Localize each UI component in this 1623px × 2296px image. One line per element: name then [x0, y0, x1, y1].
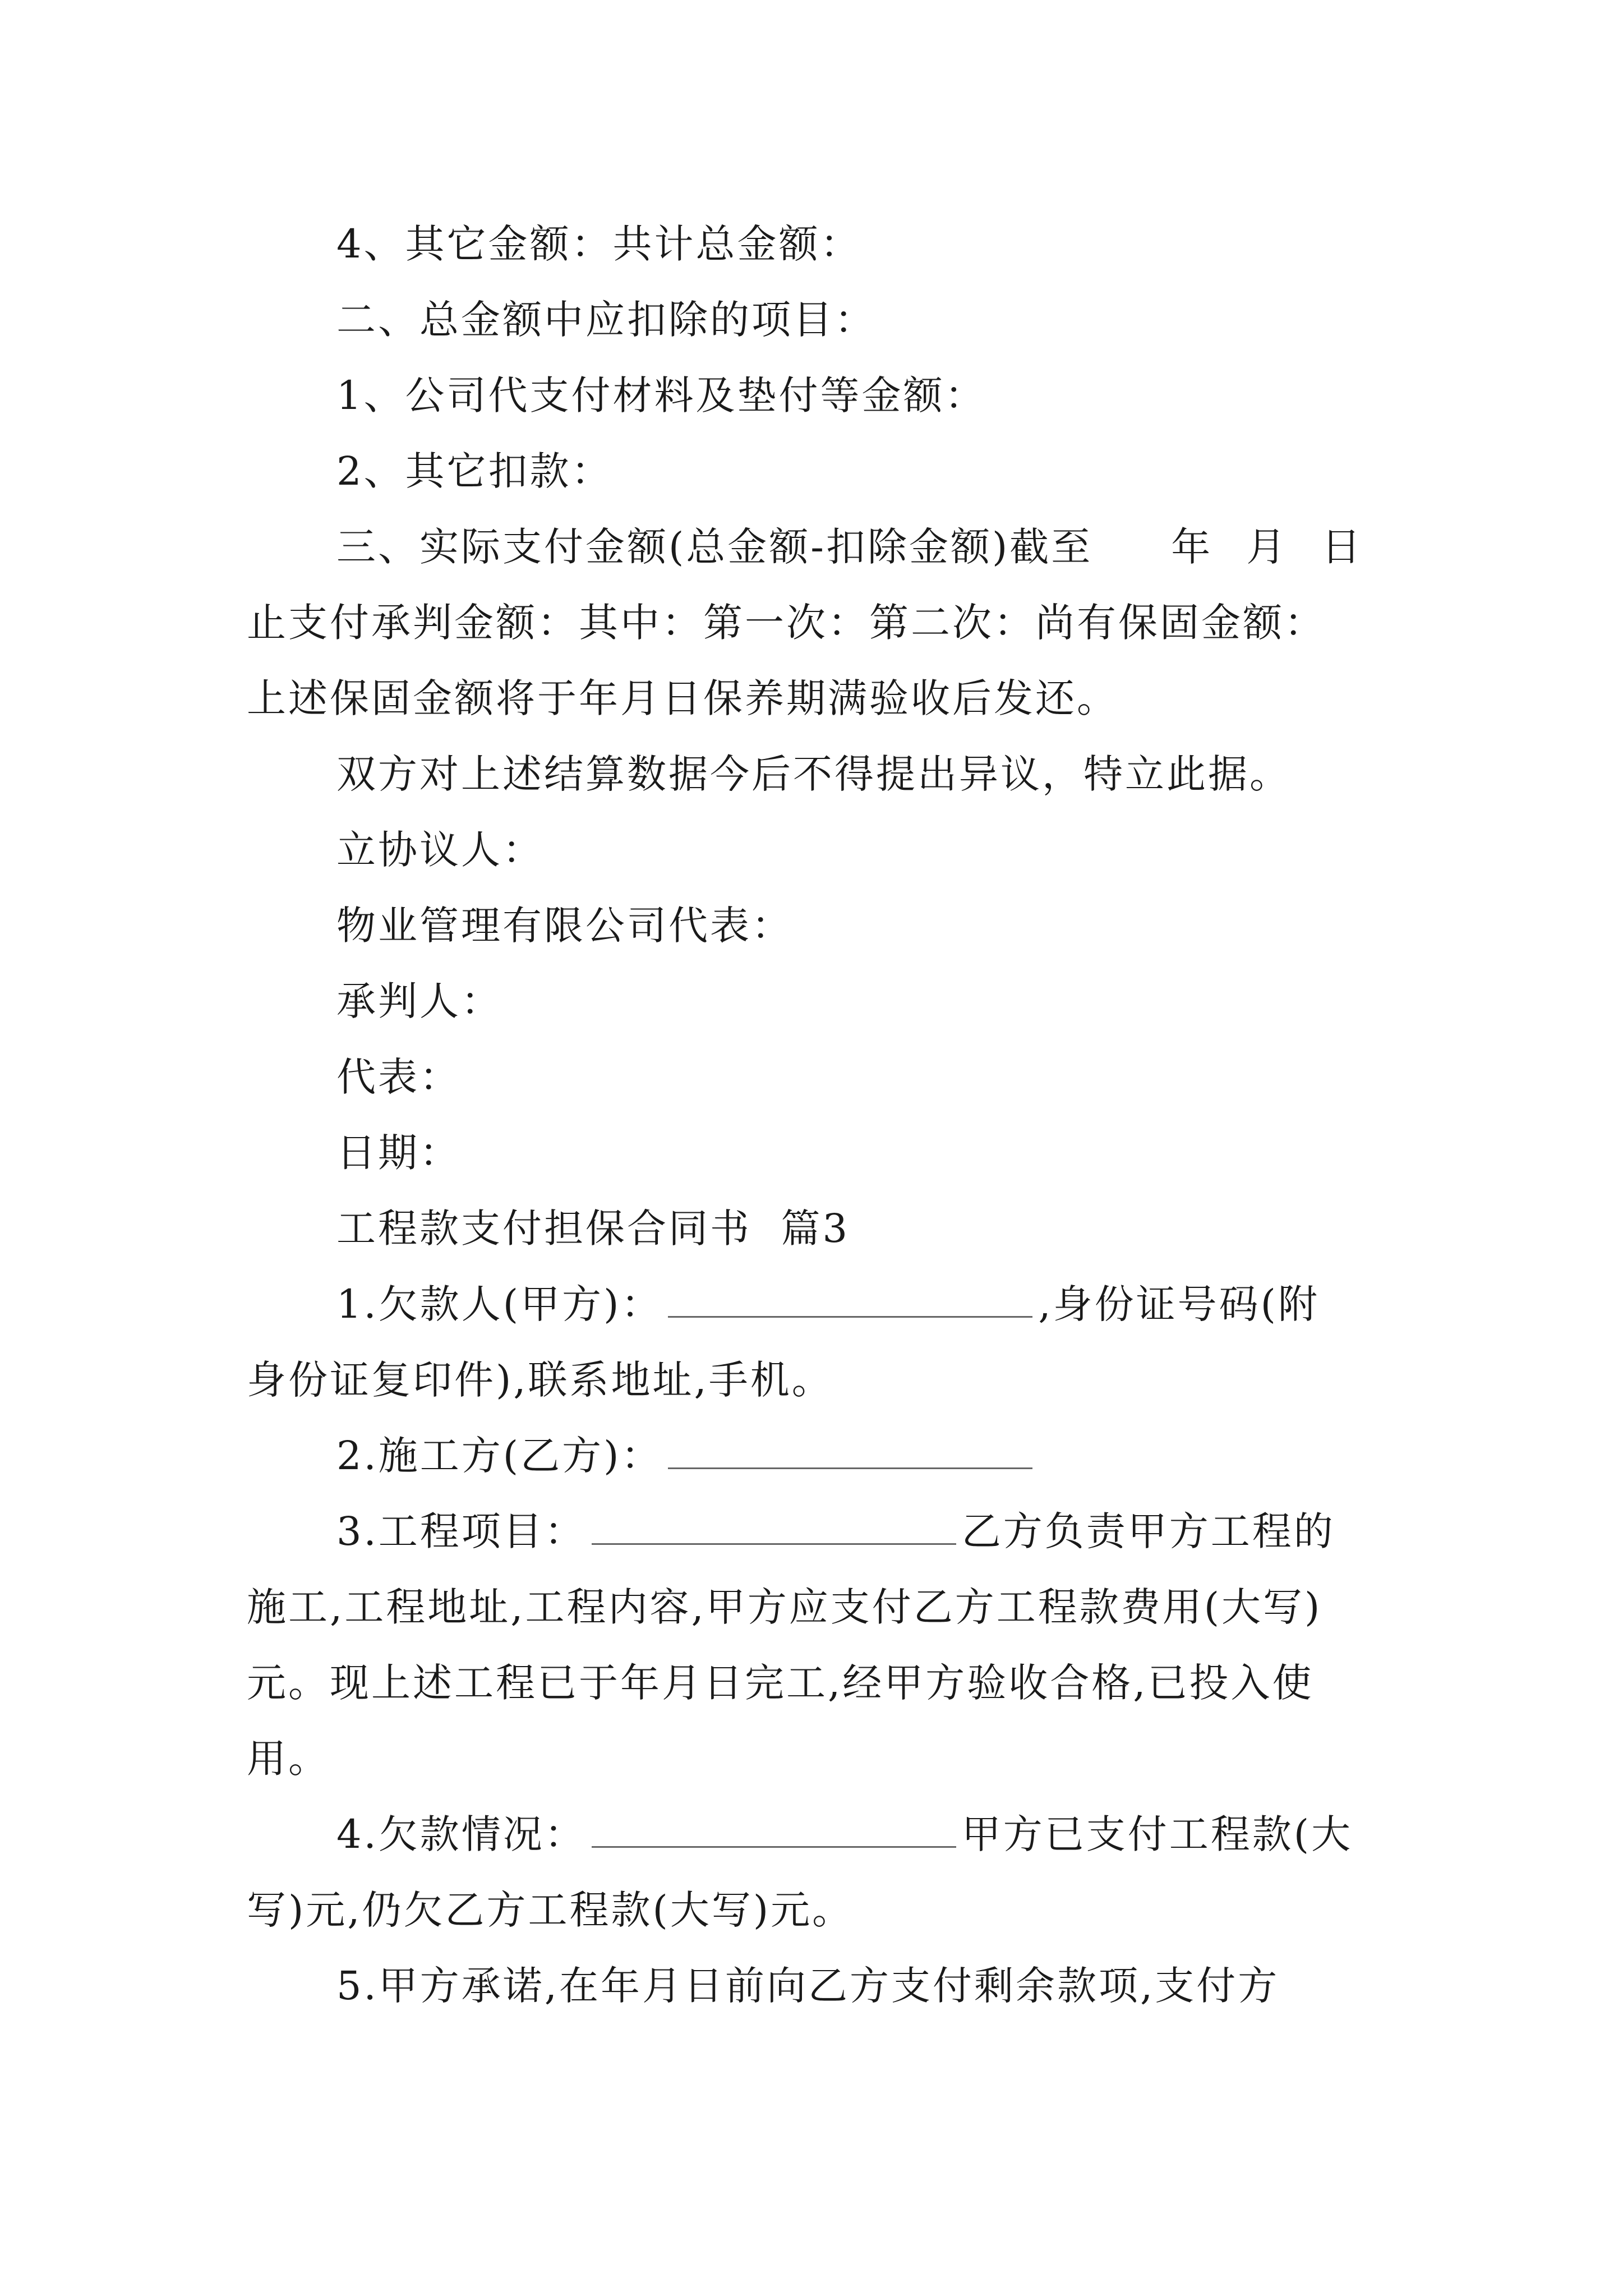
month-label: 月 — [1246, 524, 1288, 570]
text-line — [336, 746, 1391, 802]
fill-in-blank — [668, 1433, 1032, 1469]
line-text: 立协议人： — [336, 827, 544, 873]
text-line — [336, 443, 1391, 499]
line-text: 物业管理有限公司代表： — [336, 903, 793, 949]
line-text: 2.施工方(乙方)： — [336, 1433, 663, 1479]
section-heading — [336, 292, 1391, 348]
line-text: 1.欠款人(甲方)： — [336, 1281, 663, 1327]
line-text: 身份证复印件),联系地址,手机。 — [247, 1357, 833, 1403]
text-line — [336, 216, 1391, 272]
clause-line — [336, 1503, 1391, 1559]
line-text: 施工,工程地址,工程内容,甲方应支付乙方工程款费用(大写) — [247, 1584, 1322, 1630]
line-text: 双方对上述结算数据今后不得提出异议，特立此据。 — [336, 751, 1291, 797]
line-text: 乙方负责甲方工程的 — [961, 1508, 1335, 1554]
line-text: 二、总金额中应扣除的项目： — [336, 297, 876, 343]
line-text: 日期： — [336, 1130, 461, 1176]
text-line — [247, 595, 1391, 651]
signature-label — [336, 822, 1391, 878]
line-text: 4.欠款情况： — [336, 1811, 586, 1857]
fill-in-blank — [592, 1811, 956, 1848]
line-text: ,身份证号码(附 — [1038, 1281, 1320, 1327]
line-text: 5.甲方承诺,在年月日前向乙方支付剩余款项,支付方 — [336, 1963, 1280, 2009]
signature-label — [336, 1049, 1391, 1105]
line-text: 止支付承判金额：其中：第一次：第二次：尚有保固金额： — [247, 600, 1326, 646]
line-text: 代表： — [336, 1054, 461, 1100]
line-text: 元。现上述工程已于年月日完工,经甲方验收合格,已投入使 — [247, 1660, 1314, 1706]
line-text: 写)元,仍欠乙方工程款(大写)元。 — [247, 1887, 854, 1933]
clause-line — [336, 1958, 1391, 2014]
text-line — [247, 1655, 1391, 1711]
year-label: 年 — [1171, 524, 1213, 570]
line-text: 上述保固金额将于年月日保养期满验收后发还。 — [247, 675, 1118, 721]
line-text: 承判人： — [336, 978, 502, 1024]
text-line — [247, 1352, 1391, 1408]
signature-label — [336, 898, 1391, 954]
date-label — [336, 1125, 1391, 1181]
line-text: 4、其它金额：共计总金额： — [336, 221, 862, 267]
line-text: 工程款支付担保合同书 篇3 — [336, 1205, 850, 1251]
text-line — [247, 1579, 1391, 1635]
line-text: 三、实际支付金额(总金额-扣除金额)截至 — [336, 524, 1093, 570]
fill-in-blank — [668, 1281, 1032, 1318]
line-text: 1、公司代支付材料及垫付等金额： — [336, 372, 986, 418]
document-title — [336, 1200, 1391, 1257]
clause-line — [336, 1806, 1391, 1862]
clause-line — [336, 1276, 1391, 1332]
text-line — [247, 670, 1391, 726]
fill-in-blank — [592, 1508, 956, 1545]
line-text: 3.工程项目： — [336, 1508, 586, 1554]
line-text: 2、其它扣款： — [336, 448, 613, 494]
text-line — [247, 1882, 1391, 1938]
line-text: 甲方已支付工程款(大 — [961, 1811, 1353, 1857]
text-line — [247, 1731, 1391, 1787]
text-line — [336, 367, 1391, 424]
day-label: 日 — [1321, 524, 1363, 570]
section-heading — [336, 519, 1391, 575]
signature-label — [336, 973, 1391, 1029]
clause-line — [336, 1428, 1391, 1484]
line-text: 用。 — [247, 1736, 330, 1782]
